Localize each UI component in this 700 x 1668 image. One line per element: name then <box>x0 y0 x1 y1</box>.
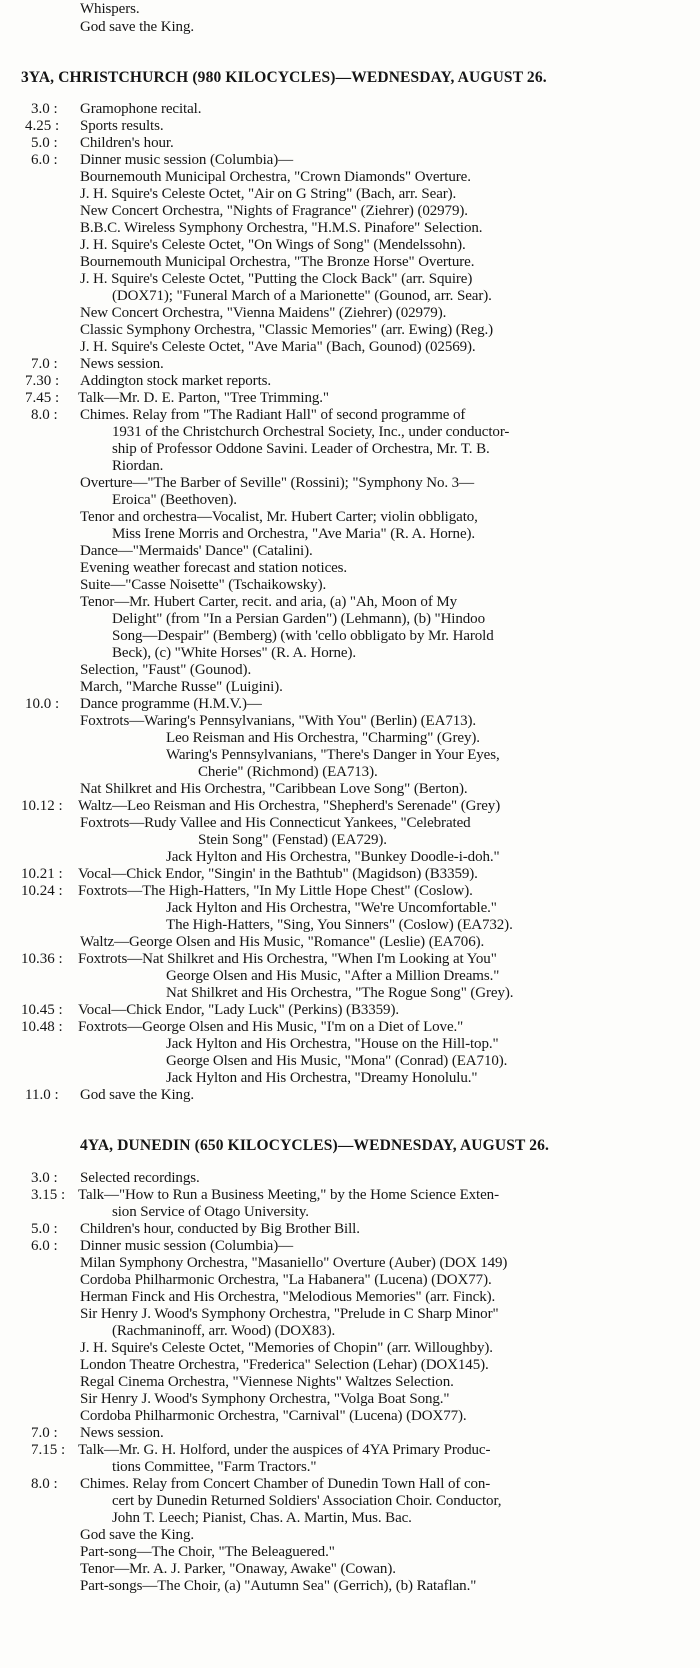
programme-line: New Concert Orchestra, "Vienna Maidens" (Ziehrer) (02979). <box>80 305 447 321</box>
programme-line: Foxtrots—Waring's Pennsylvanians, "With You" (Berlin) (EA713). <box>80 713 477 729</box>
programme-line: Stein Song" (Fenstad) (EA729). <box>198 832 387 848</box>
programme-line: Waltz—George Olsen and His Music, "Romance" (Leslie) (EA706). <box>80 934 485 950</box>
time-label: 6.0 : <box>31 1238 58 1254</box>
programme-line: Addington stock market reports. <box>80 373 272 389</box>
programme-line: Overture—"The Barber of Seville" (Rossini); "Symphony No. 3— <box>80 475 474 491</box>
programme-line: Miss Irene Morris and Orchestra, "Ave Maria" (R. A. Horne). <box>112 526 476 542</box>
time-label: 5.0 : <box>31 135 58 151</box>
programme-line: Vocal—Chick Endor, "Lady Luck" (Perkins) (B3359). <box>78 1002 399 1018</box>
time-label: 8.0 : <box>31 1476 58 1492</box>
programme-line: sion Service of Otago University. <box>112 1204 309 1220</box>
programme-line: B.B.C. Wireless Symphony Orchestra, "H.M.S. Pinafore" Selection. <box>80 220 483 236</box>
programme-line: (Rachmaninoff, arr. Wood) (DOX83). <box>112 1323 336 1339</box>
programme-line: Leo Reisman and His Orchestra, "Charming" (Grey). <box>166 730 480 746</box>
programme-line: Classic Symphony Orchestra, "Classic Memories" (arr. Ewing) (Reg.) <box>80 322 494 338</box>
programme-line: News session. <box>80 356 164 372</box>
time-label: 10.0 : <box>25 696 60 712</box>
time-label: 4.25 : <box>25 118 60 134</box>
programme-line: Riordan. <box>112 458 164 474</box>
programme-line: J. H. Squire's Celeste Octet, "Ave Maria" (Bach, Gounod) (02569). <box>80 339 476 355</box>
programme-line: Whispers. <box>80 1 140 17</box>
programme-line: God save the King. <box>80 1087 195 1103</box>
programme-line: Evening weather forecast and station notices. <box>80 560 348 576</box>
programme-line: Tenor—Mr. Hubert Carter, recit. and aria, (a) "Ah, Moon of My <box>80 594 458 610</box>
programme-line: Vocal—Chick Endor, "Singin' in the Bathtub" (Magidson) (B3359). <box>78 866 478 882</box>
programme-line: Sir Henry J. Wood's Symphony Orchestra, "Volga Boat Song." <box>80 1391 450 1407</box>
programme-line: Foxtrots—George Olsen and His Music, "I'm on a Diet of Love." <box>78 1019 464 1035</box>
programme-line: Chimes. Relay from Concert Chamber of Dunedin Town Hall of con- <box>80 1476 491 1492</box>
programme-line: Children's hour. <box>80 135 174 151</box>
time-label: 10.24 : <box>21 883 63 899</box>
programme-line: Part-songs—The Choir, (a) "Autumn Sea" (Gerrich), (b) Rataflan." <box>80 1578 477 1594</box>
programme-line: Foxtrots—The High-Hatters, "In My Little Hope Chest" (Coslow). <box>78 883 473 899</box>
programme-line: Bournemouth Municipal Orchestra, "The Bronze Horse" Overture. <box>80 254 475 270</box>
programme-line: London Theatre Orchestra, "Frederica" Selection (Lehar) (DOX145). <box>80 1357 489 1373</box>
programme-line: God save the King. <box>80 19 195 35</box>
programme-line: Tenor and orchestra—Vocalist, Mr. Hubert Carter; violin obbligato, <box>80 509 478 525</box>
programme-line: New Concert Orchestra, "Nights of Fragrance" (Ziehrer) (02979). <box>80 203 468 219</box>
programme-line: Selection, "Faust" (Gounod). <box>80 662 252 678</box>
programme-line: Sports results. <box>80 118 164 134</box>
programme-line: J. H. Squire's Celeste Octet, "Memories of Chopin" (arr. Willoughby). <box>80 1340 493 1356</box>
time-label: 7.0 : <box>31 356 58 372</box>
programme-line: Jack Hylton and His Orchestra, "Dreamy Honolulu." <box>166 1070 478 1086</box>
programme-line: J. H. Squire's Celeste Octet, "On Wings of Song" (Mendelssohn). <box>80 237 466 253</box>
programme-line: Dinner music session (Columbia)— <box>80 1238 294 1254</box>
programme-line: March, "Marche Russe" (Luigini). <box>80 679 283 695</box>
programme-line: Talk—Mr. G. H. Holford, under the auspices of 4YA Primary Produc- <box>78 1442 491 1458</box>
programme-line: Waltz—Leo Reisman and His Orchestra, "Shepherd's Serenade" (Grey) <box>78 798 501 814</box>
programme-line: Milan Symphony Orchestra, "Masaniello" Overture (Auber) (DOX 149) <box>80 1255 508 1271</box>
time-label: 5.0 : <box>31 1221 58 1237</box>
time-label: 3.0 : <box>31 1170 58 1186</box>
programme-line: Foxtrots—Rudy Vallee and His Connecticut Yankees, "Celebrated <box>80 815 471 831</box>
programme-line: 1931 of the Christchurch Orchestral Society, Inc., under conductor- <box>112 424 510 440</box>
programme-line: God save the King. <box>80 1527 195 1543</box>
time-label: 10.36 : <box>21 951 63 967</box>
programme-line: Sir Henry J. Wood's Symphony Orchestra, "Prelude in C Sharp Minor" <box>80 1306 499 1322</box>
time-label: 11.0 : <box>25 1087 59 1103</box>
programme-line: Regal Cinema Orchestra, "Viennese Nights" Waltzes Selection. <box>80 1374 454 1390</box>
time-label: 3.15 : <box>31 1187 66 1203</box>
programme-line: Beck), (c) "White Horses" (R. A. Horne). <box>112 645 357 661</box>
programme-line: Part-song—The Choir, "The Beleaguered." <box>80 1544 335 1560</box>
programme-line: Song—Despair" (Bemberg) (with 'cello obbligato by Mr. Harold <box>112 628 494 644</box>
programme-line: Nat Shilkret and His Orchestra, "The Rogue Song" (Grey). <box>166 985 514 1001</box>
time-label: 7.0 : <box>31 1425 58 1441</box>
programme-line: Selected recordings. <box>80 1170 200 1186</box>
time-label: 6.0 : <box>31 152 58 168</box>
time-label: 7.15 : <box>31 1442 66 1458</box>
programme-line: Foxtrots—Nat Shilkret and His Orchestra, "When I'm Looking at You" <box>78 951 497 967</box>
programme-line: John T. Leech; Pianist, Chas. A. Martin, Mus. Bac. <box>112 1510 412 1526</box>
time-label: 7.30 : <box>25 373 60 389</box>
programme-line: Talk—"How to Run a Business Meeting," by the Home Science Exten- <box>78 1187 499 1203</box>
programme-line: Children's hour, conducted by Big Brother Bill. <box>80 1221 360 1237</box>
programme-line: Cordoba Philharmonic Orchestra, "La Habanera" (Lucena) (DOX77). <box>80 1272 492 1288</box>
programme-line: Eroica" (Beethoven). <box>112 492 237 508</box>
programme-line: Gramophone recital. <box>80 101 202 117</box>
programme-line: Talk—Mr. D. E. Parton, "Tree Trimming." <box>78 390 329 406</box>
station-heading: 3YA, CHRISTCHURCH (980 KILOCYCLES)—WEDNESDAY, AUGUST 26. <box>21 69 547 86</box>
programme-line: Nat Shilkret and His Orchestra, "Caribbean Love Song" (Berton). <box>80 781 468 797</box>
programme-line: Waring's Pennsylvanians, "There's Danger in Your Eyes, <box>166 747 500 763</box>
programme-line: News session. <box>80 1425 164 1441</box>
programme-line: Herman Finck and His Orchestra, "Melodious Memories" (arr. Finck). <box>80 1289 496 1305</box>
programme-line: tions Committee, "Farm Tractors." <box>112 1459 317 1475</box>
programme-line: George Olsen and His Music, "After a Million Dreams." <box>166 968 500 984</box>
programme-line: Dance programme (H.M.V.)— <box>80 696 262 712</box>
time-label: 7.45 : <box>25 390 60 406</box>
programme-line: Delight" (from "In a Persian Garden") (Lehmann), (b) "Hindoo <box>112 611 485 627</box>
time-label: 3.0 : <box>31 101 58 117</box>
programme-line: Cherie" (Richmond) (EA713). <box>198 764 378 780</box>
programme-line: George Olsen and His Music, "Mona" (Conrad) (EA710). <box>166 1053 508 1069</box>
programme-line: J. H. Squire's Celeste Octet, "Putting the Clock Back" (arr. Squire) <box>80 271 473 287</box>
programme-line: The High-Hatters, "Sing, You Sinners" (Coslow) (EA732). <box>166 917 513 933</box>
programme-line: Bournemouth Municipal Orchestra, "Crown Diamonds" Overture. <box>80 169 471 185</box>
programme-line: Tenor—Mr. A. J. Parker, "Onaway, Awake" (Cowan). <box>80 1561 396 1577</box>
programme-line: ship of Professor Oddone Savini. Leader of Orchestra, Mr. T. B. <box>112 441 490 457</box>
time-label: 10.48 : <box>21 1019 63 1035</box>
station-heading: 4YA, DUNEDIN (650 KILOCYCLES)—WEDNESDAY, AUGUST 26. <box>80 1137 550 1154</box>
programme-line: J. H. Squire's Celeste Octet, "Air on G String" (Bach, arr. Sear). <box>80 186 457 202</box>
time-label: 10.12 : <box>21 798 63 814</box>
time-label: 10.21 : <box>21 866 63 882</box>
programme-line: Jack Hylton and His Orchestra, "House on the Hill-top." <box>166 1036 499 1052</box>
programme-line: Dance—"Mermaids' Dance" (Catalini). <box>80 543 313 559</box>
programme-line: Jack Hylton and His Orchestra, "Bunkey Doodle-i-doh." <box>166 849 500 865</box>
programme-line: Jack Hylton and His Orchestra, "We're Uncomfortable." <box>166 900 497 916</box>
programme-line: cert by Dunedin Returned Soldiers' Association Choir. Conductor, <box>112 1493 502 1509</box>
programme-line: Cordoba Philharmonic Orchestra, "Carnival" (Lucena) (DOX77). <box>80 1408 467 1424</box>
time-label: 8.0 : <box>31 407 58 423</box>
programme-line: Suite—"Casse Noisette" (Tschaikowsky). <box>80 577 327 593</box>
programme-line: (DOX71); "Funeral March of a Marionette" (Gounod, arr. Sear). <box>112 288 492 304</box>
programme-line: Dinner music session (Columbia)— <box>80 152 294 168</box>
time-label: 10.45 : <box>21 1002 63 1018</box>
programme-line: Chimes. Relay from "The Radiant Hall" of second programme of <box>80 407 466 423</box>
